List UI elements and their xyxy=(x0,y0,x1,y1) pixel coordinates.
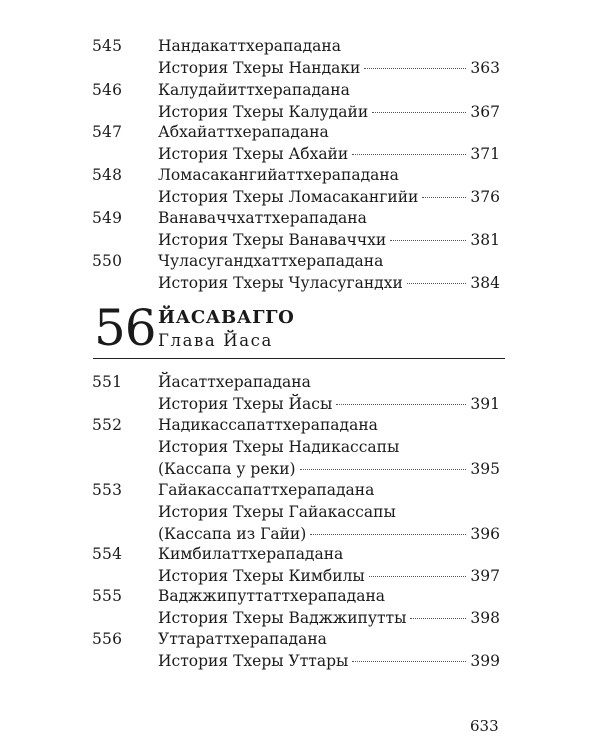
entry-subtitle-row xyxy=(158,607,500,630)
entry-page: 391 xyxy=(470,395,500,413)
entry-subtitle: История Тхеры Уттары xyxy=(158,652,349,670)
entry-page: 399 xyxy=(470,652,500,670)
entry-title: Кимбилаттхерападана xyxy=(158,545,344,563)
entry-page: 381 xyxy=(470,231,500,249)
entry-subtitle: История Тхеры Ванаваччхи xyxy=(158,231,387,249)
entry-note: (Кассапа у реки) xyxy=(158,460,296,478)
entry-page: 384 xyxy=(470,274,500,292)
entry-subtitle-row xyxy=(158,272,500,295)
entry-page: 376 xyxy=(470,188,500,206)
dot-leader xyxy=(407,283,467,284)
entry-subtitle: История Тхеры Абхайи xyxy=(158,145,349,163)
entry-subtitle-row xyxy=(158,650,500,673)
dot-leader xyxy=(300,469,467,470)
chapter-subtitle: Глава Йаса xyxy=(158,331,273,350)
entry-number: 554 xyxy=(92,545,123,563)
entry-title: Ваджжипуттаттхерападана xyxy=(158,587,386,605)
entry-page: 398 xyxy=(470,609,500,627)
dot-leader xyxy=(336,404,466,405)
entry-subtitle: История Тхеры Калудайи xyxy=(158,103,369,121)
entry-title: Калудайиттхерападана xyxy=(158,81,350,99)
entry-title: Нандакаттхерападана xyxy=(158,37,341,55)
entry-subtitle: История Тхеры Гайакассапы xyxy=(158,503,396,521)
dot-leader xyxy=(422,197,466,198)
entry-subtitle-row xyxy=(158,143,500,166)
dot-leader xyxy=(352,661,466,662)
entry-page: 395 xyxy=(470,460,500,478)
entry-number: 552 xyxy=(92,416,123,434)
entry-title: Надикассапаттхерападана xyxy=(158,416,378,434)
entry-subtitle-row xyxy=(158,458,500,481)
entry-title: Ванаваччхаттхерападана xyxy=(158,209,367,227)
entry-page: 396 xyxy=(470,525,500,543)
dot-leader xyxy=(372,112,466,113)
entry-subtitle: История Тхеры Нандаки xyxy=(158,59,361,77)
entry-number: 551 xyxy=(92,373,123,391)
entry-note: (Кассапа из Гайи) xyxy=(158,525,307,543)
dot-leader xyxy=(352,154,466,155)
entry-title: Йасаттхерападана xyxy=(158,373,311,391)
dot-leader xyxy=(410,618,466,619)
chapter-number: 56 xyxy=(94,299,156,357)
chapter-divider xyxy=(93,358,505,359)
entry-subtitle: История Тхеры Кимбилы xyxy=(158,567,365,585)
entry-subtitle: История Тхеры Йасы xyxy=(158,395,333,413)
entry-page: 371 xyxy=(470,145,500,163)
entry-number: 545 xyxy=(92,37,123,55)
entry-page: 397 xyxy=(470,567,500,585)
chapter-title: ЙАСАВАГГО xyxy=(158,307,295,328)
entry-subtitle: История Тхеры Ваджжипутты xyxy=(158,609,407,627)
entry-page: 367 xyxy=(470,103,500,121)
entry-number: 546 xyxy=(92,81,123,99)
entry-subtitle: История Тхеры Чуласугандхи xyxy=(158,274,403,292)
dot-leader xyxy=(310,534,466,535)
dot-leader xyxy=(369,576,467,577)
entry-number: 550 xyxy=(92,252,123,270)
entry-number: 556 xyxy=(92,630,123,648)
entry-subtitle: История Тхеры Надикассапы xyxy=(158,438,400,456)
entry-number: 549 xyxy=(92,209,123,227)
entry-title: Чуласугандхаттхерападана xyxy=(158,252,384,270)
entry-title: Абхайаттхерападана xyxy=(158,123,329,141)
entry-number: 547 xyxy=(92,123,123,141)
entry-number: 553 xyxy=(92,481,123,499)
dot-leader xyxy=(364,68,466,69)
entry-number: 548 xyxy=(92,166,123,184)
page-number: 633 xyxy=(470,717,499,735)
entry-number: 555 xyxy=(92,587,123,605)
entry-subtitle: История Тхеры Ломасакангийи xyxy=(158,188,419,206)
dot-leader xyxy=(390,240,466,241)
entry-title: Уттараттхерападана xyxy=(158,630,327,648)
entry-subtitle-row xyxy=(158,186,500,209)
entry-subtitle-row xyxy=(158,229,500,252)
entry-page: 363 xyxy=(470,59,500,77)
entry-subtitle-row xyxy=(158,393,500,416)
entry-subtitle-row xyxy=(158,57,500,80)
entry-title: Гайакассапаттхерападана xyxy=(158,481,375,499)
entry-title: Ломасакангийаттхерападана xyxy=(158,166,399,184)
